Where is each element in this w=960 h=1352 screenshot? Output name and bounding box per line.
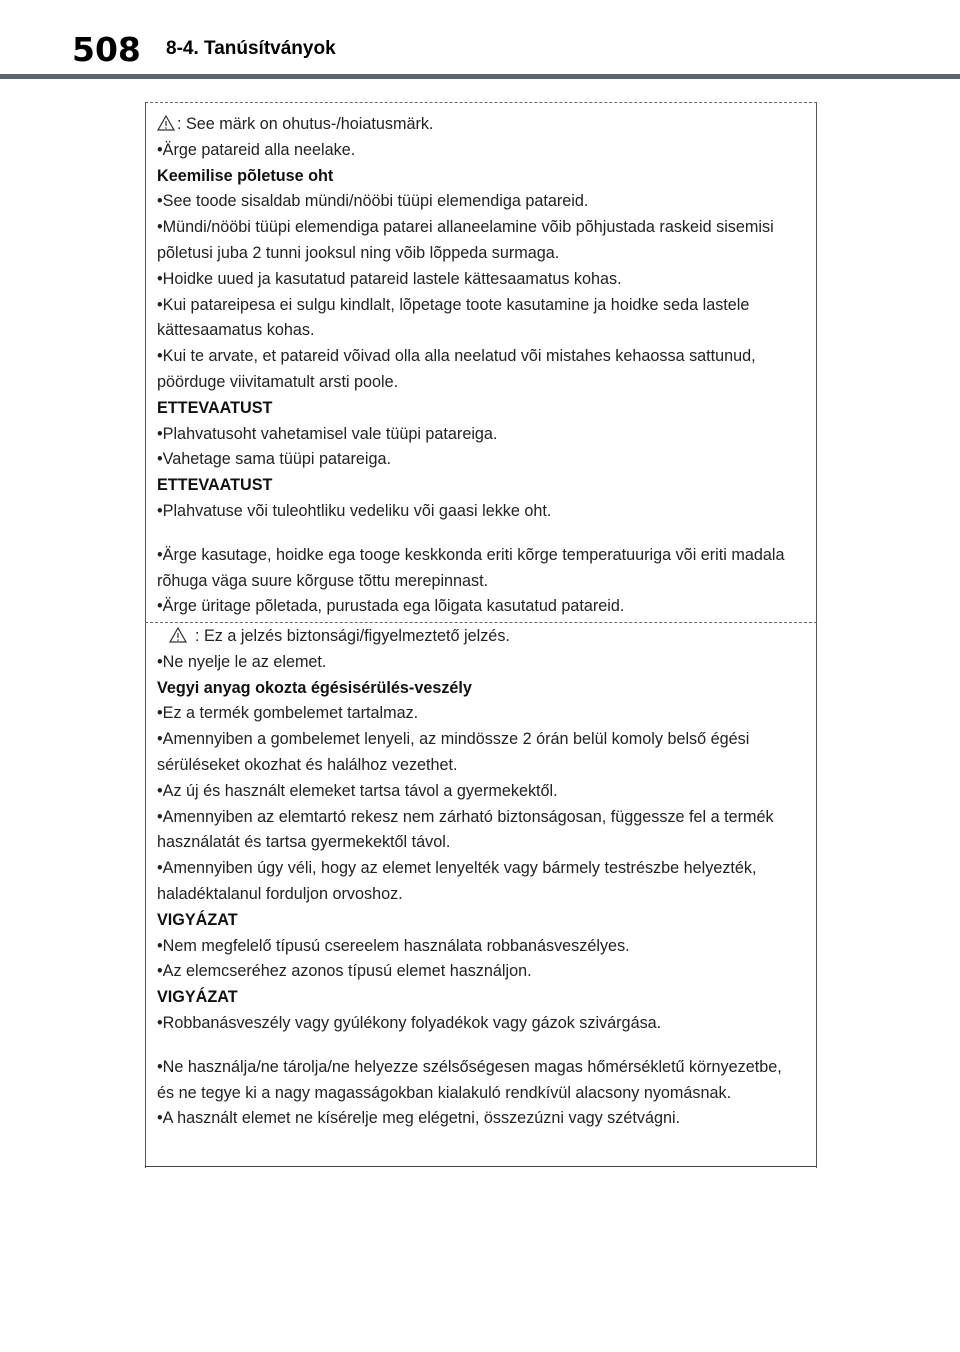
warning-triangle-icon (157, 115, 175, 131)
hungarian-heading: Vegyi anyag okozta égésisérülés-veszély (157, 678, 472, 697)
hungarian-heading: VIGYÁZAT (157, 988, 238, 1007)
estonian-line: •Ärge kasutage, hoidke ega tooge keskkonda eriti kõrge temperatuuriga või eriti madala rõhuga väga suure kõrguse tõttu merepinnast. (157, 545, 785, 590)
estonian-line: •Plahvatuse või tuleohtliku vedeliku või gaasi lekke oht. (157, 501, 552, 520)
estonian-line: •Mündi/nööbi tüüpi elemendiga patarei allaneelamine võib põhjustada raskeid sisemisi põletusi juba 2 tunni jooksul ning võib lõppeda surmaga. (157, 218, 774, 262)
page-header (0, 0, 960, 80)
estonian-line: •Hoidke uued ja kasutatud patareid lastele kättesaamatus kohas. (157, 269, 622, 288)
hungarian-warning-section (157, 624, 797, 1132)
right-border (816, 102, 817, 1168)
left-border (145, 102, 146, 1168)
hungarian-heading: VIGYÁZAT (157, 910, 238, 929)
estonian-warning-section (157, 112, 797, 620)
estonian-line: •Vahetage sama tüüpi patareiga. (157, 450, 391, 469)
estonian-heading: Keemilise põletuse oht (157, 166, 334, 185)
estonian-line: •Kui patareipesa ei sulgu kindlalt, lõpetage toote kasutamine ja hoidke seda lastele kättesaamatus kohas. (157, 295, 750, 340)
spacer (157, 1037, 797, 1055)
hungarian-line: •Amennyiben az elemtartó rekesz nem zárható biztonságosan, függessze fel a termék használatát és tartsa gyermekektől távol. (157, 807, 774, 852)
page-number: 508 (72, 30, 141, 69)
estonian-line: •Kui te arvate, et patareid võivad olla alla neelatud või mistahes kehaossa sattunud, pöörduge viivitamatult arsti poole. (157, 347, 756, 391)
hungarian-line: •Ez a termék gombelemet tartalmaz. (157, 704, 419, 723)
hungarian-line: •Az új és használt elemeket tartsa távol a gyermekektől. (157, 781, 558, 800)
section-title: 8-4. Tanúsítványok (166, 38, 336, 59)
estonian-symbol-text: : See märk on ohutus-/hoiatusmärk. (177, 115, 434, 133)
header-divider (0, 74, 960, 79)
estonian-heading: ETTEVAATUST (157, 398, 273, 417)
top-dashed-border (145, 102, 817, 103)
hungarian-line: •Amennyiben a gombelemet lenyeli, az mindössze 2 órán belül komoly belső égési sérüléseket okozhat és halálhoz vezethet. (157, 730, 750, 774)
hungarian-line: •Ne használja/ne tárolja/ne helyezze szélsőségesen magas hőmérsékletű környezetbe, és ne tegye ki a nagy magasságokban kialakuló rendkívül alacsony nyomásnak. (157, 1057, 782, 1102)
estonian-line: •See toode sisaldab mündi/nööbi tüüpi elemendiga patareid. (157, 192, 589, 211)
spacer (157, 525, 797, 543)
hungarian-line: •Az elemcseréhez azonos típusú elemet használjon. (157, 962, 532, 981)
estonian-symbol-line (157, 112, 797, 138)
hungarian-line: •Robbanásveszély vagy gyúlékony folyadékok vagy gázok szivárgása. (157, 1013, 662, 1032)
scanned-warning-label (145, 102, 817, 1168)
warning-triangle-icon (169, 627, 187, 643)
hungarian-line: •Amennyiben úgy véli, hogy az elemet lenyelték vagy bármely testrészbe helyezték, haladéktalanul forduljon orvoshoz. (157, 859, 757, 903)
hungarian-symbol-line (157, 624, 797, 650)
bottom-border (145, 1166, 817, 1167)
estonian-line: •Ärge üritage põletada, purustada ega lõigata kasutatud patareid. (157, 597, 625, 616)
section-dashed-divider (145, 622, 817, 623)
hungarian-line: •Nem megfelelő típusú csereelem használata robbanásveszélyes. (157, 936, 630, 955)
estonian-line: •Ärge patareid alla neelake. (157, 140, 356, 159)
hungarian-symbol-text: : Ez a jelzés biztonsági/figyelmeztető jelzés. (195, 627, 510, 645)
hungarian-line: •A használt elemet ne kísérelje meg elégetni, összezúzni vagy szétvágni. (157, 1109, 681, 1128)
estonian-line: •Plahvatusoht vahetamisel vale tüüpi patareiga. (157, 424, 498, 443)
hungarian-line: •Ne nyelje le az elemet. (157, 652, 327, 671)
estonian-heading: ETTEVAATUST (157, 476, 273, 495)
